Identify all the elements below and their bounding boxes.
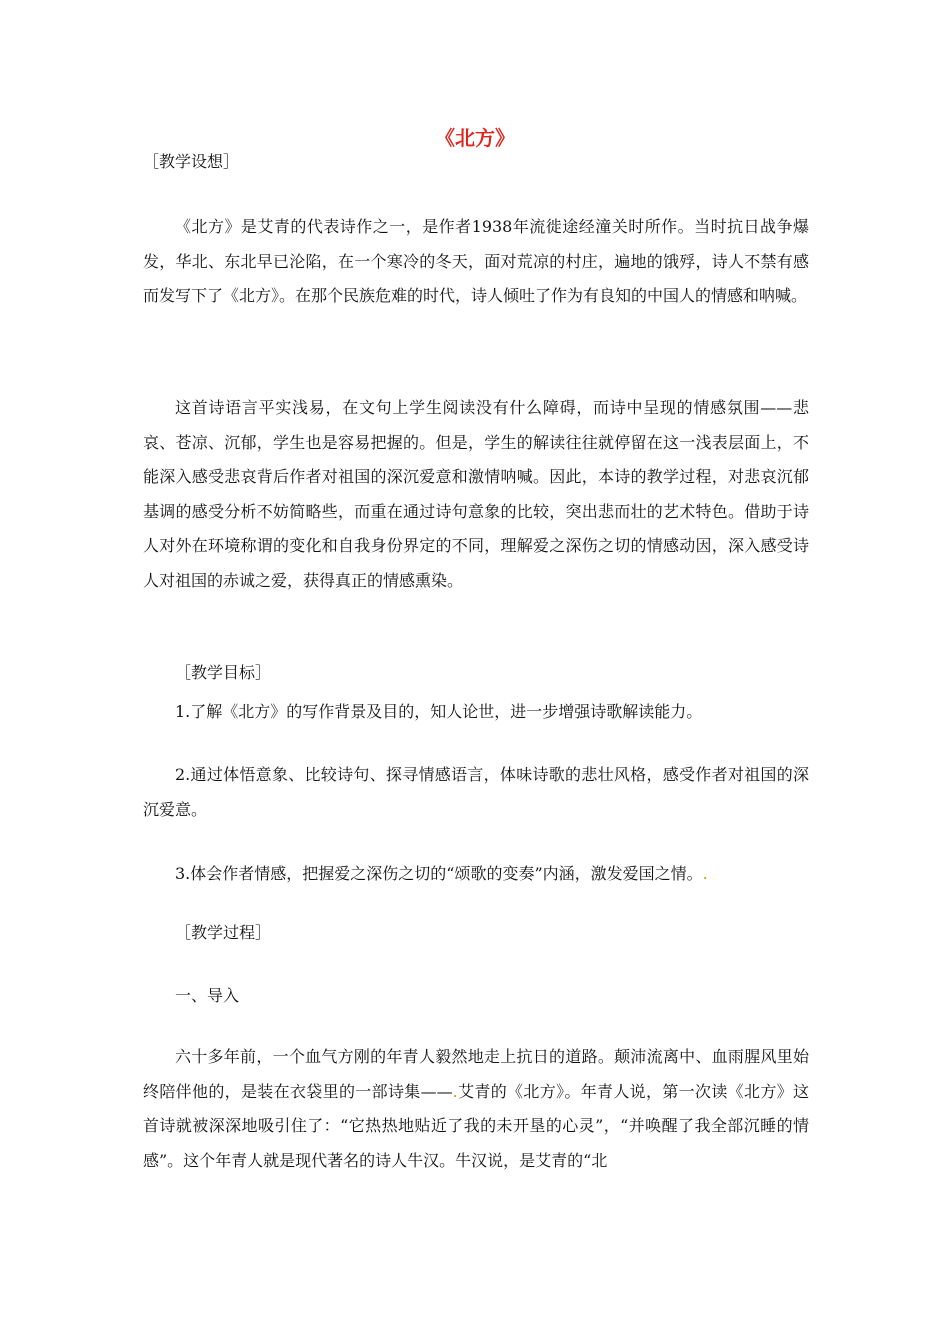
goal-item-2: 2.通过体悟意象、比较诗句、探寻情感语言，体味诗歌的悲壮风格，感受作者对祖国的深沉爱意。 (143, 765, 809, 819)
intro-heading: 一、导入 (175, 986, 240, 1005)
design-paragraph-2: 这首诗语言平实浅易，在文句上学生阅读没有什么障碍，而诗中呈现的情感氛围——悲哀、苍凉、沉郁，学生也是容易把握的。但是，学生的解读往往就停留在这一浅表层面上，不能深入感受悲哀背后作者对祖国的深沉爱意和激情呐喊。因此，本诗的教学过程，对悲哀沉郁基调的感受分析不妨简略些，而重在通过诗句意象的比较，突出悲而壮的艺术特色。借助于诗人对外在环境称谓的变化和自我身份界定的不同，理解爱之深伤之切的情感动因，深入感受诗人对祖国的赤诚之爱，获得真正的情感熏染。 (143, 398, 809, 590)
intro-paragraph-text-2: 艾青的《北方》。年青人说，第一次读《北方》这首诗就被深深地吸引住了：“它热热地贴近了我的未开垦的心灵”，“并唤醒了我全部沉睡的情感”。这个年青人就是现代著名的诗人牛汉。牛汉说，是艾青的“北 (143, 1081, 809, 1170)
goal-item-3-text: 3.体会作者情感，把握爱之深伤之切的“颂歌的变奏”内涵，激发爱国之情。 (175, 864, 703, 883)
intro-paragraph (143, 1040, 809, 1178)
design-heading: ［教学设想］ (143, 152, 240, 171)
process-heading: ［教学过程］ (175, 923, 272, 942)
design-paragraph-1: 《北方》是艾青的代表诗作之一，是作者1938年流徙途经潼关时所作。当时抗日战争爆发，华北、东北早已沦陷，在一个寒冷的冬天，面对荒凉的村庄，遍地的饿殍，诗人不禁有感而发写下了《北方》。在那个民族危难的时代，诗人倾吐了作为有良知的中国人的情感和呐喊。 (143, 217, 809, 305)
goals-heading: ［教学目标］ (175, 663, 272, 682)
document-title: 《北方》 (435, 126, 515, 150)
intro-paragraph-text-1: 六十多年前，一个血气方刚的年青人毅然地走上抗日的道路。颠沛流离中、血雨腥风里始终陪伴他的，是装在衣袋里的一部诗集—— (143, 1047, 809, 1101)
goal-item-3-mark: . (702, 864, 708, 883)
goal-item-1: 1.了解《北方》的写作背景及目的，知人论世，进一步增强诗歌解读能力。 (175, 702, 703, 721)
goal-item-3 (143, 857, 809, 892)
intro-paragraph-mark: . (452, 1081, 458, 1101)
